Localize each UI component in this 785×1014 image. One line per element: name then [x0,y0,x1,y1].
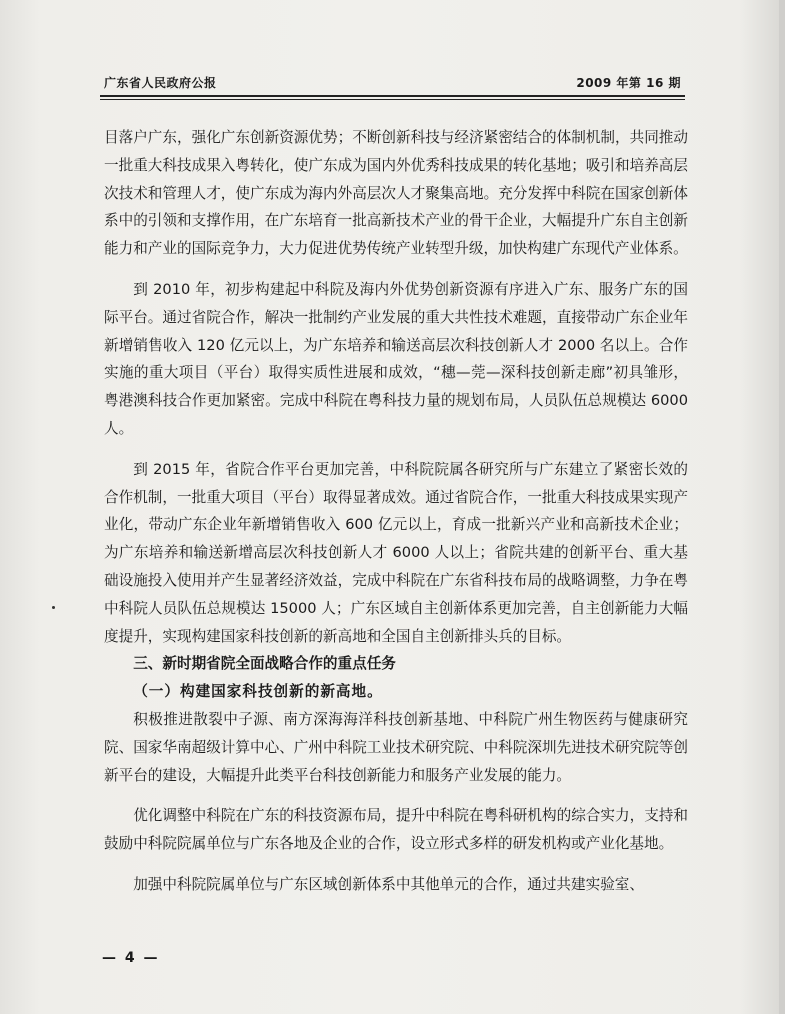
paragraph-layout: 优化调整中科院在广东的科技资源布局，提升中科院在粤科研机构的综合实力，支持和鼓励中科院院属单位与广东各地及企业的合作，设立形式多样的研发机构或产业化基地。 [104,807,688,853]
scan-speck [52,606,55,609]
issue-number: 2009 年第 16 期 [576,76,681,90]
paragraph-2015-goals: 到 2015 年，省院合作平台更加完善，中科院院属各研究所与广东建立了紧密长效的合作机制，一批重大项目（平台）取得显著成效。通过省院合作，一批重大科技成果实现产业化，带动广东企业年新增销售收入 600 亿元以上，育成一批新兴产业和高新技术企业；为广东培养和输送新增高层次科技创新人才 6000 人以上；省院共建的创新平台、重大基础设施投入使用并产生显著经济效益，完成中科院在广东省科技布局的战略调整，力争在粤中科院人员队伍总规模达 15000 人；广东区域自主创新体系更加完善，自主创新能力大幅度提升，实现构建国家科技创新的新高地和全国自主创新排头兵的目标。 [104,460,688,645]
subsection-heading: （一）构建国家科技创新的新高地。 [133,683,383,701]
header-rule-thin [100,99,685,100]
page-edge-shadow [779,0,785,1014]
publication-name: 广东省人民政府公报 [104,76,217,90]
page-number: — 4 — [102,950,160,966]
page-header [104,72,681,94]
paragraph-platforms: 积极推进散裂中子源、南方深海海洋科技创新基地、中科院广州生物医药与健康研究院、国家华南超级计算中心、广州中科院工业技术研究院、中科院深圳先进技术研究院等创新平台的建设，大幅提升此类平台科技创新能力和服务产业发展的能力。 [104,710,688,784]
paragraph-2010-goals: 到 2010 年，初步构建起中科院及海内外优势创新资源有序进入广东、服务广东的国际平台。通过省院合作，解决一批制约产业发展的重大共性技术难题，直接带动广东企业年新增销售收入 120 亿元以上，为广东培养和输送高层次科技创新人才 2000 名以上。合作实施的重大项目（平台）取得实质性进展和成效，“穗—莞—深科技创新走廊”初具雏形，粤港澳科技合作更加紧密。完成中科院在粤科技力量的规划布局，人员队伍总规模达 6000 人。 [104,280,688,437]
paragraph-cooperation: 加强中科院院属单位与广东区域创新体系中其他单元的合作，通过共建实验室、 [133,875,644,893]
section-heading: 三、新时期省院全面战略合作的重点任务 [133,655,396,673]
paragraph-continued: 目落户广东，强化广东创新资源优势；不断创新科技与经济紧密结合的体制机制，共同推动一批重大科技成果入粤转化，使广东成为国内外优秀科技成果的转化基地；吸引和培养高层次技术和管理人才，使广东成为海内外高层次人才聚集高地。充分发挥中科院在国家创新体系中的引领和支撑作用，在广东培育一批高新技术产业的骨干企业，大幅提升广东自主创新能力和产业的国际竞争力，大力促进优势传统产业转型升级，加快构建广东现代产业体系。 [104,129,688,258]
article-body [104,124,688,899]
header-rule-thick [100,95,685,97]
